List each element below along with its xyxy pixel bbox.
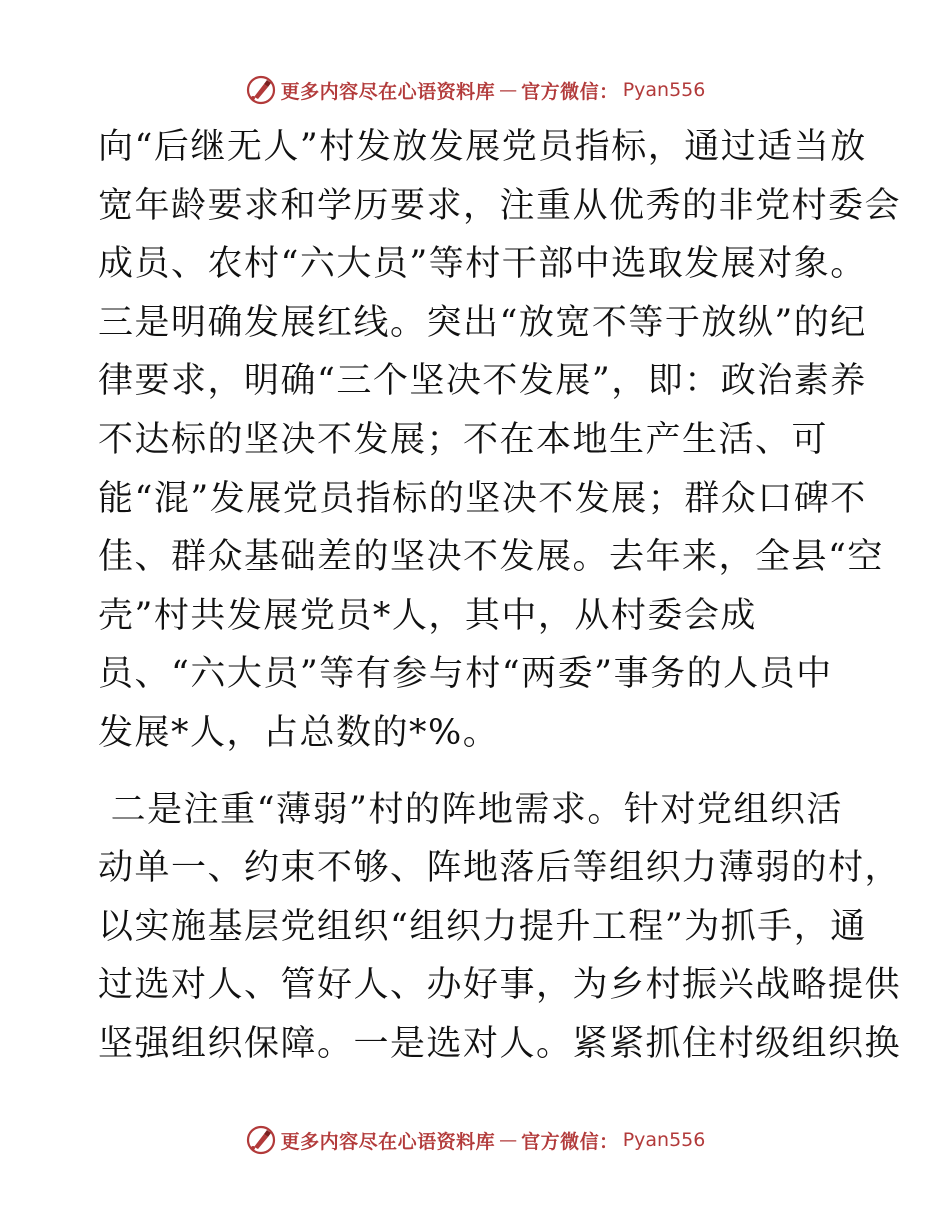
text-line: 佳、群众基础差的坚决不发展。去年来，全县“空 [98,537,884,578]
text-line: 员、“六大员”等有参与村“两委”事务的人员中 [98,654,833,695]
document-body [98,118,902,1074]
watermark-site-text: 更多内容尽在心语资料库 [280,80,496,103]
watermark-site-text: 更多内容尽在心语资料库 [280,1130,496,1153]
pen-nib-logo-icon [245,74,277,106]
watermark-separator: — [499,1129,518,1151]
watermark-wechat-id: Pyan556 [622,1129,706,1151]
text-line: 发展*人，占总数的*%。 [98,712,500,753]
text-line: 成员、农村“六大员”等村干部中选取发展对象。 [98,244,867,285]
header-watermark [0,70,950,110]
watermark-wechat-label: 官方微信： [521,1130,619,1153]
text-line: 过选对人、管好人、办好事，为乡村振兴战略提供 [98,965,902,1006]
text-line: 不达标的坚决不发展；不在本地生产生活、可 [98,419,829,460]
text-line: 动单一、约束不够、阵地落后等组织力薄弱的村， [98,848,902,889]
text-line: 宽年龄要求和学历要求，注重从优秀的非党村委会 [98,185,902,226]
footer-watermark [0,1120,950,1160]
watermark-separator: — [499,79,518,101]
watermark-wechat-id: Pyan556 [622,79,706,101]
text-line: 壳”村共发展党员*人，其中，从村委会成 [98,595,757,636]
paragraph-spacer [98,763,858,781]
text-line: 坚强组织保障。一是选对人。紧紧抓住村级组织换 [98,1023,902,1064]
paragraph-1 [98,118,902,763]
watermark-wechat-label: 官方微信： [521,80,619,103]
text-line: 向“后继无人”村发放发展党员指标，通过适当放 [98,127,867,167]
text-line: 能“混”发展党员指标的坚决不发展；群众口碑不 [98,478,867,519]
pen-nib-logo-icon [245,1124,277,1156]
text-line: 二是注重“薄弱”村的阵地需求。针对党组织活 [98,789,843,830]
text-line: 三是明确发展红线。突出“放宽不等于放纵”的纪 [98,302,867,343]
paragraph-2 [98,781,902,1074]
text-line: 律要求，明确“三个坚决不发展”，即：政治素养 [98,361,867,402]
text-line: 以实施基层党组织“组织力提升工程”为抓手，通 [98,906,867,947]
